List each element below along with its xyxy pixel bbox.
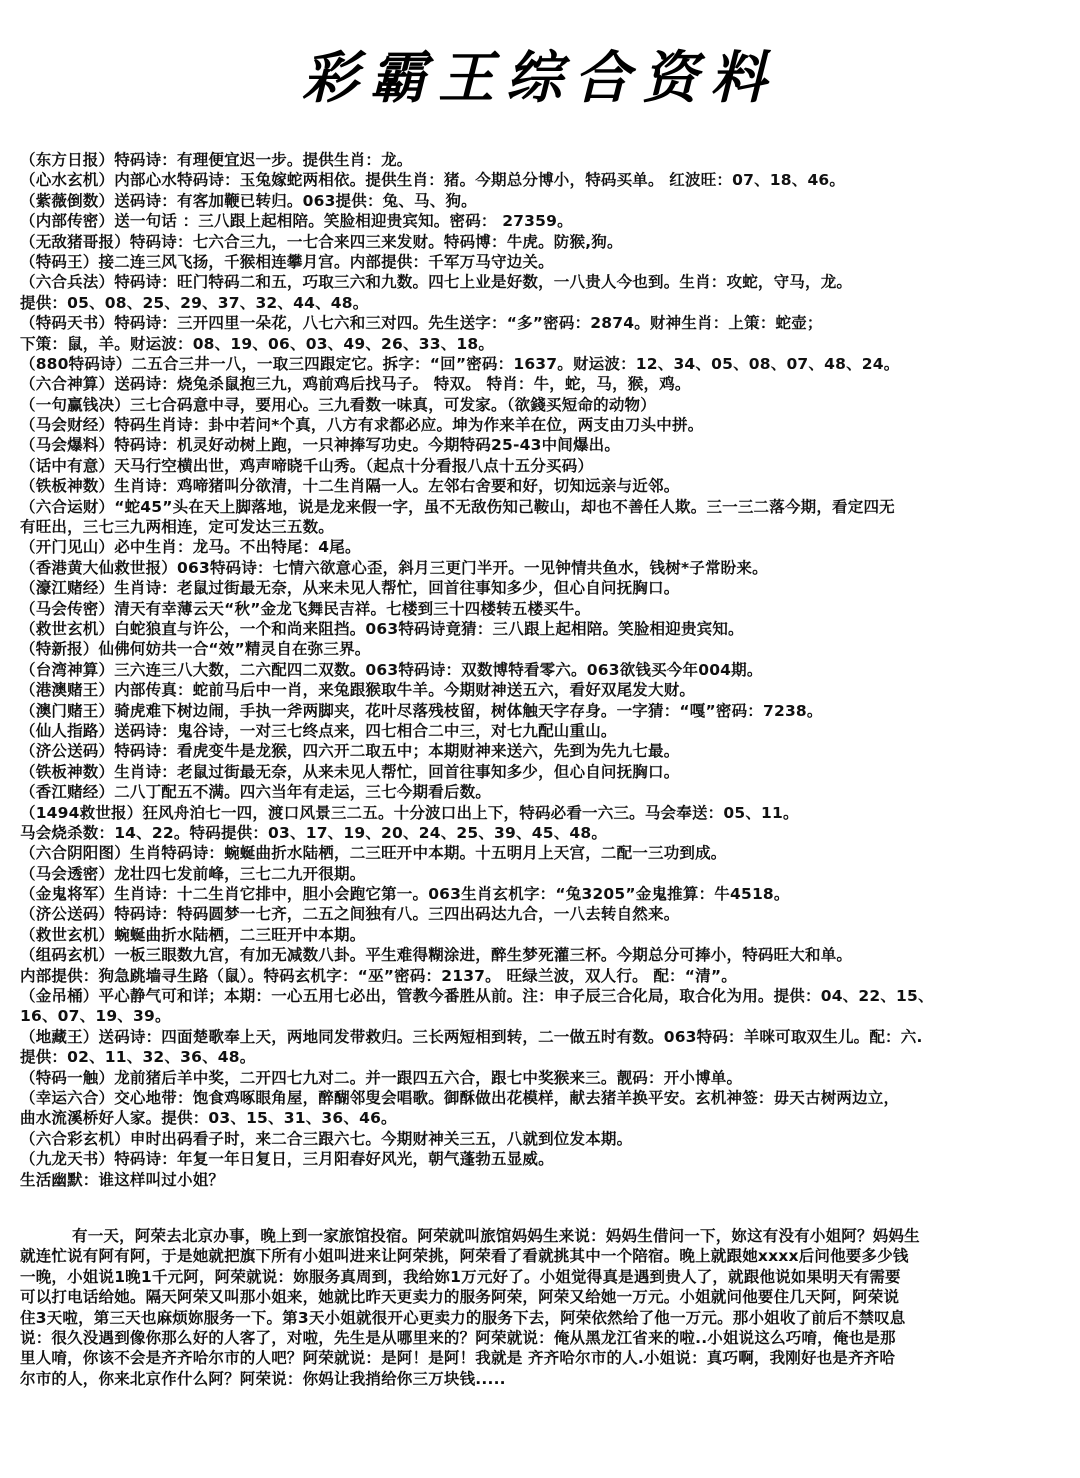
humor-story [20,1226,1060,1389]
tip-line: （香港黄大仙救世报）063特码诗：七情六欲意心歪，斜月三更门半开。一见钟情共鱼水，钱树*子常盼来。 [20,558,768,577]
tip-line: （一句赢钱决）三七合码意中寻，要用心。三九看数一味真，可发家。（欲錢买短命的动物） [20,395,656,414]
story-line: 有一天，阿荣去北京办事，晚上到一家旅馆投宿。阿荣就叫旅馆妈妈生来说：妈妈生借问一下，妳这有没有小姐阿？妈妈生 [72,1227,920,1245]
story-line: 里人唷，你该不会是齐齐哈尔市的人吧？阿荣就说：是阿！是阿！我就是 齐齐哈尔市的人.小姐说：真巧啊，我刚好也是齐齐哈 [20,1349,896,1368]
tip-line: 曲水流溪桥好人家。提供：03、15、31、36、46。 [20,1109,397,1128]
tip-line: （济公送码）特码诗：看虎变牛是龙猴，四六开二取五中；本期财神来送六，先到为先九七最。 [20,742,680,761]
tip-line: 内部提供：狗急跳墙寻生路（鼠）。特码玄机字：“巫”密码：2137。 旺绿兰波，双人行。 配：“清”。 [20,966,737,985]
tip-line: （六合彩玄机）申时出码看子时，来二合三跟六七。今期财神关三五，八就到位发本期。 [20,1129,633,1148]
tip-line: 下策：鼠，羊。财运波：08、19、06、03、49、26、33、18。 [20,334,495,353]
tip-line: （紫薇倒数）送码诗：有客加鞭已转归。063提供：兔、马、狗。 [20,191,477,210]
tip-line: 提供：02、11、32、36、48。 [20,1048,256,1067]
tip-line: （六合兵法）特码诗：旺门特码二和五，巧取三六和九数。四七上业是好数，一八贵人今也到。生肖：攻蛇，守马，龙。 [20,273,853,292]
tip-line: （880特码诗）二五合三井一八，一取三四跟定它。拆字：“回”密码：1637。财运波：12、34、05、08、07、48、24。 [20,354,900,373]
tip-line: （香江赌经）二八丁配五不满。四六当年有走运，三七今期看后数。 [20,783,492,802]
tips-list [20,150,1060,1190]
page-title: 彩霸王综合资料 [302,45,778,111]
tip-line: （开门见山）必中生肖：龙马。不出特尾：4尾。 [20,538,361,557]
tip-line: （六合神算）送码诗：烧兔杀鼠抱三九，鸡前鸡后找马子。 特双。 特肖：牛，蛇，马，猴，鸡。 [20,375,691,394]
tip-line: （救世玄机）蜿蜒曲折水陆栖，二三旺开中本期。 [20,925,366,944]
tip-line: （马会财经）特码生肖诗：卦中若问*个真，八方有求都必应。坤为作来羊在位，两支由刀头中拼。 [20,416,704,435]
tip-line: （幸运六合）交心地带：饱食鸡啄眼角屋，醉醐邻叟会唱歌。御酥做出花模样，献去猪羊换平安。玄机神签：毋天古树两边立， [20,1088,900,1107]
tip-line: （内部传密）送一句话 ：三八跟上起相陪。笑脸相迎贵宾知。密码： 27359。 [20,212,573,231]
tip-line: （金鬼将军）生肖诗：十二生肖它排中，胆小会跑它第一。063生肖玄机字：“兔3205”金鬼推算：牛4518。 [20,885,790,904]
tip-line: （濠江赌经）生肖诗：老鼠过街最无奈，从来未见人帮忙，回首往事知多少，但心自问抚胸口。 [20,579,680,598]
tip-line: （组码玄机）一板三眼数九宫，有加无减数八卦。平生难得糊涂进，醉生梦死灌三杯。今期总分可捧小，特码旺大和单。 [20,946,853,965]
tip-line: （特码王）接二连三风飞扬，千猴相连攀月宫。内部提供：千军万马守边关。 [20,252,554,271]
tip-line: （马会传密）清天有幸薄云天“秋”金龙飞舞民吉祥。七楼到三十四楼转五楼买牛。 [20,599,591,618]
tip-line: 16、07、19、39。 [20,1007,171,1026]
tip-line: （九龙天书）特码诗：年复一年日复日，三月阳春好风光，朝气蓬勃五显威。 [20,1150,554,1169]
tip-line: （心水玄机）内部心水特码诗：玉兔嫁蛇两相依。提供生肖：猪。今期总分博小，特码买单。 红波旺：07、18、46。 [20,171,846,190]
story-line: 就连忙说有阿有阿，于是她就把旗下所有小姐叫进来让阿荣挑，阿荣看了看就挑其中一个陪宿。晚上就跟她xxxx后问他要多少钱 [20,1247,909,1266]
tip-line: 提供：05、08、25、29、37、32、44、48。 [20,293,369,312]
tip-line: （特码一触）龙前猪后羊中奖，二开四七九对二。并一跟四五六合，跟七中奖猴来三。靓码：开小博单。 [20,1068,743,1087]
tip-line: （无敌猪哥报）特码诗：七六合三九，一七合来四三来发财。特码博：牛虎。防猴,狗。 [20,232,623,251]
tip-line: （特码天书）特码诗：三开四里一朵花，八七六和三对四。先生送字：“多”密码：2874。财神生肖：上策：蛇壶； [20,314,823,333]
tip-line: （港澳赌王）内部传真：蛇前马后中一肖，来兔跟猴取牛羊。今期财神送五六，看好双尾发大财。 [20,681,696,700]
tip-line: （东方日报）特码诗：有理便宜迟一步。提供生肖：龙。 [20,151,413,169]
tip-line: （澳门赌王）骑虎难下树边闹，手执一斧两脚夹，花叶尽落残枝留，树体触天字存身。一字猜：“嘎”密码：7238。 [20,701,823,720]
tip-line: （六合运财）“蛇45”头在天上脚落地，说是龙来假一字，虽不无敌伤知己鞍山，却也不善任人欺。三一三二落今期，看定四无 [20,497,895,516]
tip-line: （马会透密）龙壮四七发前峰，三七二九开很期。 [20,864,366,883]
story-line: 说：很久没遇到像你那么好的人客了，对啦，先生是从哪里来的？阿荣就说：俺从黑龙江省来的啦..小姐说这么巧唷，俺也是那 [20,1328,896,1347]
tip-line: （台湾神算）三六连三八大数，二六配四二双数。063特码诗：双数博特看零六。063欲钱买今年004期。 [20,660,763,679]
tip-line: 生活幽默：谁这样叫过小姐？ [20,1170,225,1189]
story-line: 可以打电话给她。隔天阿荣又叫那小姐来，她就比昨天更卖力的服务阿荣，阿荣又给她一万元。小姐就问他要住几天阿，阿荣说 [20,1288,900,1307]
story-line: 一晚，小姐说1晚1千元阿，阿荣就说：妳服务真周到，我给妳1万元好了。小姐觉得真是遇到贵人了，就跟他说如果明天有需要 [20,1267,901,1286]
tip-line: （仙人指路）送码诗：鬼谷诗，一对三七终点来，四七相合二中三，对七九配山重山。 [20,721,617,740]
tip-line: 有旺出，三七三九两相连，定可发达三五数。 [20,518,335,537]
tip-line: （地藏王）送码诗：四面楚歌奉上天，两地同发带救归。三长两短相到转，二一做五时有数。063特码：羊咪可取双生儿。配：六. [20,1027,923,1046]
tip-line: （济公送码）特码诗：特码圆梦一七齐，二五之间独有八。三四出码达九合，一八去转自然来。 [20,905,680,924]
tip-line: （特新报）仙佛何妨共一合“效”精灵自在弥三界。 [20,640,371,659]
tip-line: （金吊桶）平心静气可和详；本期：一心五用七必出，管教今番胜从前。注：申子辰三合化局，取合化为用。提供：04、22、15、 [20,987,934,1006]
tip-line: 马会烧杀数：14、22。特码提供：03、17、19、20、24、25、39、45、48。 [20,823,608,842]
tip-line: （六合阴阳图）生肖特码诗：蜿蜒曲折水陆栖，二三旺开中本期。十五明月上天宫，二配一三功到成。 [20,844,727,863]
story-line: 住3天啦，第三天也麻烦妳服务一下。第3天小姐就很开心更卖力的服务下去，阿荣依然给了他一万元。那小姐收了前后不禁叹息 [20,1308,906,1327]
tip-line: （救世玄机）白蛇狼直与许公，一个和尚来阻挡。063特码诗竟猜：三八跟上起相陪。笑脸相迎贵宾知。 [20,619,744,638]
story-line: 尔市的人，你来北京作什么阿？阿荣说：你妈让我捎给你三万块钱..... [20,1369,506,1388]
tip-line: （话中有意）天马行空横出世，鸡声啼晓千山秀。（起点十分看报八点十五分买码） [20,456,594,475]
tip-line: （铁板神数）生肖诗：鸡啼猪叫分欲清，十二生肖隔一人。左邻右舍要和好，切知远亲与近邻。 [20,477,680,496]
tip-line: （马会爆料）特码诗：机灵好动树上跑，一只神捧写功史。今期特码25-43中间爆出。 [20,436,621,455]
tip-line: （1494救世报）狂风舟泊七一四，渡口风景三二五。十分波口出上下，特码必看一六三。马会奉送：05、11。 [20,803,799,822]
tip-line: （铁板神数）生肖诗：老鼠过街最无奈，从来未见人帮忙，回首往事知多少，但心自问抚胸口。 [20,762,680,781]
